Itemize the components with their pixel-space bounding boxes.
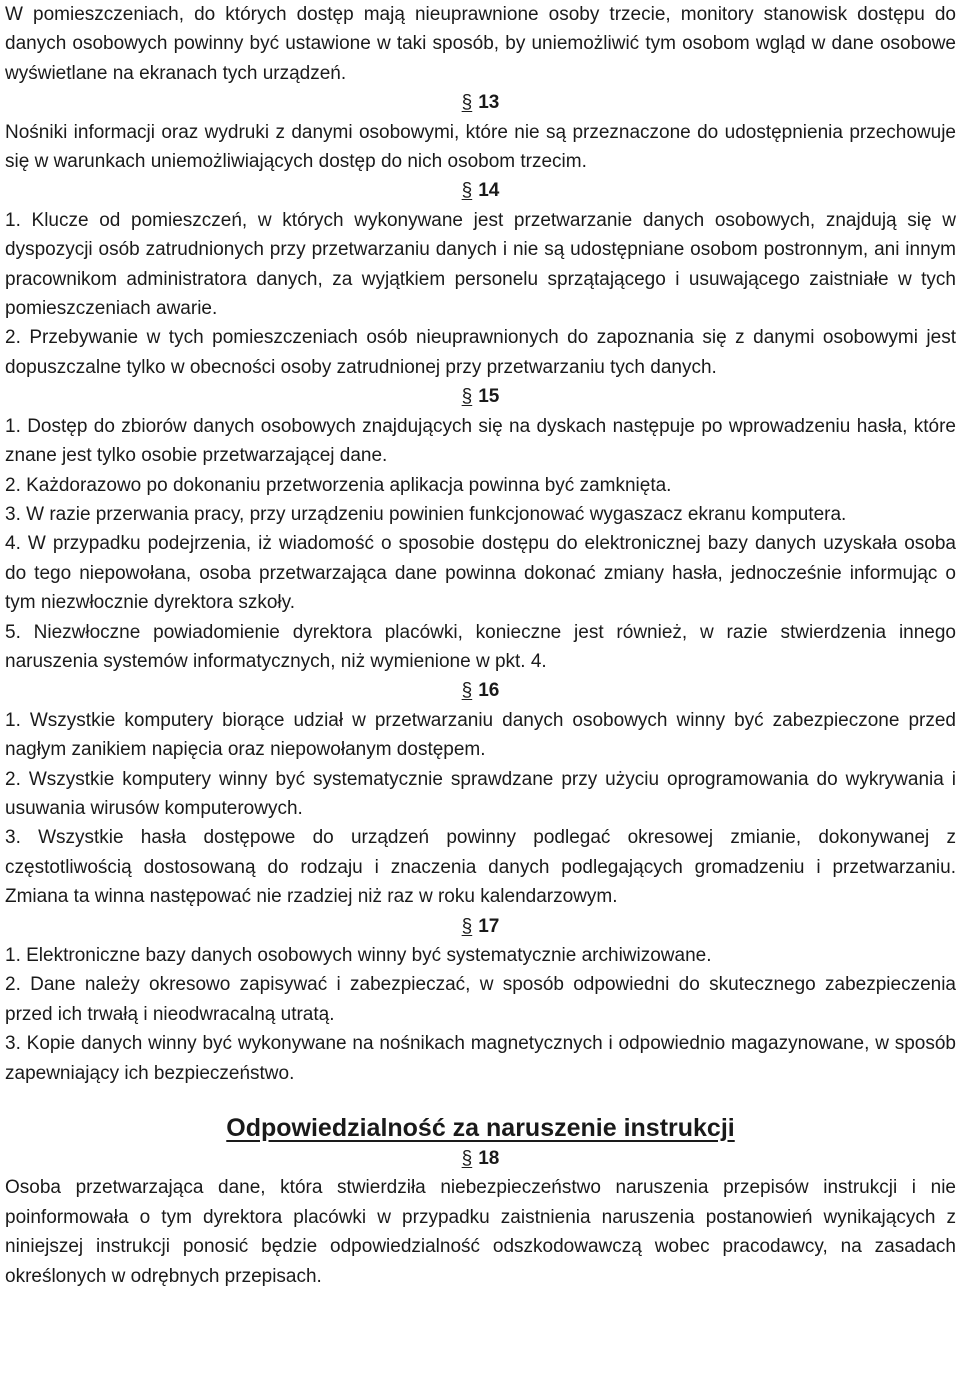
section-number: 15 [478,386,500,408]
section-17-heading [5,912,956,941]
section-18-paragraph-1: Osoba przetwarzająca dane, która stwierdziła niebezpieczeństwo naruszenia przepisów instrukcji i nie poinformowała o tym dyrektora placówki w przypadku zaistnienia naruszenia postanowień wynikających z niniejszej instrukcji ponosić będzie odpowiedzialność odszkodowawczą wobec pracodawcy, na zasadach określonych w odrębnych przepisach. [5,1177,956,1287]
section-15-paragraph-1: 1. Dostęp do zbiorów danych osobowych znajdujących się na dyskach następuje po wprowadzeniu hasła, które znane jest tylko osobie przetwarzającej dane. [5,415,956,467]
section-14-paragraph-2: 2. Przebywanie w tych pomieszczeniach osób nieuprawnionych do zapoznania się z danymi osobowymi jest dopuszczalne tylko w obecności osoby zatrudnionej przy przetwarzaniu tych danych. [5,327,956,378]
section-15-heading [5,382,956,411]
section-number: 14 [478,180,500,202]
section-16-heading [5,676,956,705]
section-13-paragraph-1: Nośniki informacji oraz wydruki z danymi osobowymi, które nie są przeznaczone do udostępnienia przechowuje się w warunkach uniemożliwiających dostęp do nich osobom trzecim. [5,121,956,173]
section-15-paragraph-4: 4. W przypadku podejrzenia, iż wiadomość o sposobie dostępu do elektronicznej bazy danych uzyskała osoba do tego niepowołana, osoba przetwarzająca dane powinna dokonać zmiany hasła, jednocześnie informując o tym niezwłocznie dyrektora szkoły. [5,533,956,614]
section-14-heading [5,176,956,205]
section-15-paragraph-2: 2. Każdorazowo po dokonaniu przetworzenia aplikacja powinna być zamknięta. [5,474,672,496]
section-13-heading [5,88,956,117]
section-mark: § [461,915,473,937]
section-number: 13 [478,92,500,114]
section-mark: § [461,92,473,114]
section-mark: § [461,680,473,702]
section-17-paragraph-1: 1. Elektroniczne bazy danych osobowych winny być systematycznie archiwizowane. [5,945,712,966]
section-number: 18 [478,1148,500,1170]
section-18-heading [5,1144,956,1173]
section-15-paragraph-3: 3. W razie przerwania pracy, przy urządzeniu powinien funkcjonować wygaszacz ekranu komputera. [5,503,847,525]
section-17-paragraph-2: 2. Dane należy okresowo zapisywać i zabezpieczać, w sposób odpowiedni do skutecznego zabezpieczenia przed ich trwałą i nieodwracalną utratą. [5,974,956,1025]
section-16-paragraph-2: 2. Wszystkie komputery winny być systematycznie sprawdzane przy użyciu oprogramowania do wykrywania i usuwania wirusów komputerowych. [5,768,956,819]
section-14-paragraph-1: 1. Klucze od pomieszczeń, w których wykonywane jest przetwarzanie danych osobowych, znajdują się w dyspozycji osób zatrudnionych przy przetwarzaniu danych i nie są udostępniane osobom postronnym, ani innym pracownikom administratora danych, za wyjątkiem personelu sprzątającego i usuwającego zaistniałe w tych pomieszczeniach awarie. [5,209,956,320]
section-mark: § [461,386,473,408]
section-15-paragraph-5: 5. Niezwłoczne powiadomienie dyrektora placówki, konieczne jest również, w razie stwierdzenia innego naruszenia systemów informatycznych, niż wymienione w pkt. 4. [5,621,956,672]
section-mark: § [461,180,473,202]
chapter-heading: Odpowiedzialność za naruszenie instrukcji [226,1114,735,1143]
section-16-paragraph-3: 3. Wszystkie hasła dostępowe do urządzeń powinny podlegać okresowej zmianie, dokonywanej z częstotliwością dostosowaną do rodzaju i znaczenia danych podlegających gromadzeniu i przetwarzaniu. Zmiana ta winna następować nie rzadziej niż raz w roku kalendarzowym. [5,827,956,908]
section-number: 16 [478,680,500,702]
section-16-paragraph-1: 1. Wszystkie komputery biorące udział w przetwarzaniu danych osobowych winny być zabezpieczone przed nagłym zanikiem napięcia oraz niepowołanym dostępem. [5,709,956,761]
document-page [5,0,956,1291]
section-mark: § [461,1148,473,1170]
intro-paragraph: W pomieszczeniach, do których dostęp mają nieuprawnione osoby trzecie, monitory stanowisk dostępu do danych osobowych powinny być ustawione w taki sposób, by uniemożliwić tym osobom wgląd w dane osobowe wyświetlane na ekranach tych urządzeń. [5,4,956,84]
section-number: 17 [478,915,500,937]
section-17-paragraph-3: 3. Kopie danych winny być wykonywane na nośnikach magnetycznych i odpowiednio magazynowane, w sposób zapewniający ich bezpieczeństwo. [5,1033,956,1084]
